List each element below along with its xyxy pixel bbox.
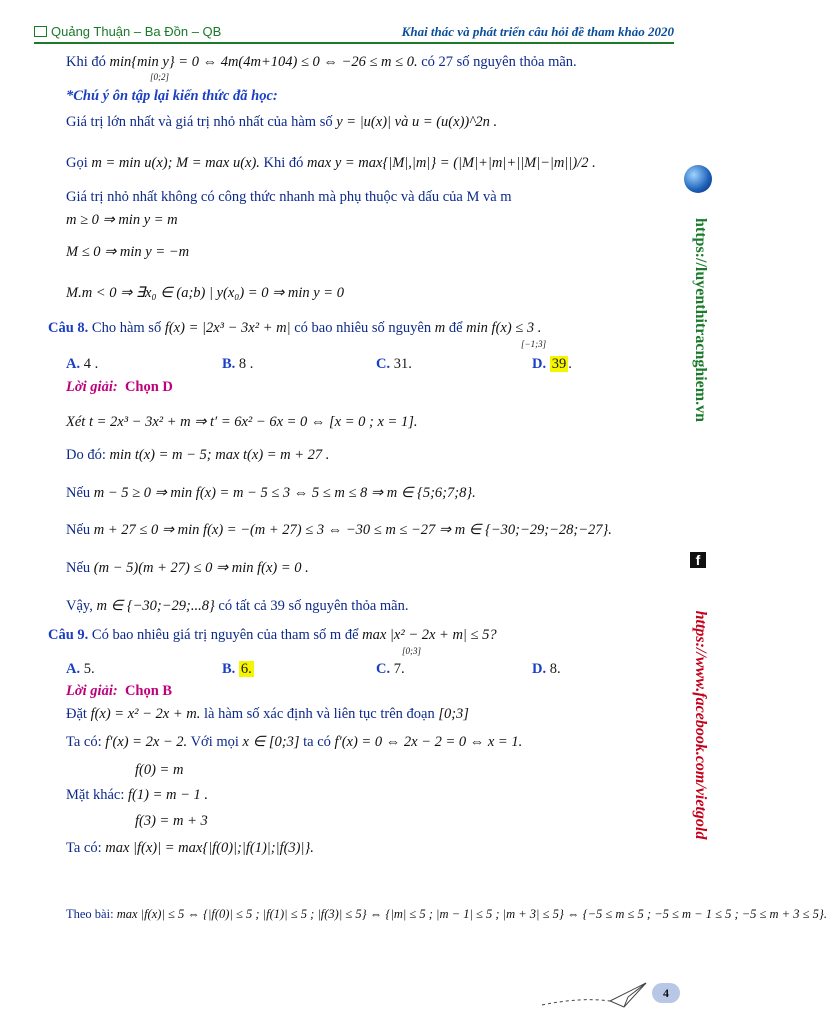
facebook-icon: f bbox=[690, 552, 706, 568]
q9-step-1: Đặt f(x) = x² − 2x + m. là hàm số xác định và liên tục trên đoạn [0;3] bbox=[66, 706, 469, 722]
note-title: *Chú ý ôn tập lại kiến thức đã học: bbox=[66, 88, 278, 104]
q9-step-2: Ta có: f′(x) = 2x − 2. Với mọi x ∈ [0;3] ta có f′(x) = 0 ⇔ 2x − 2 = 0 ⇔ x = 1. bbox=[66, 734, 523, 750]
q9-option-b[interactable]: B. 6. bbox=[222, 661, 252, 677]
q8-conclusion: Vậy, m ∈ {−30;−29;...8} có tất cả 39 số nguyên thỏa mãn. bbox=[66, 598, 409, 614]
q8-solution-head: Lời giải: Chọn D bbox=[66, 379, 173, 395]
q9-f0: f(0) = m bbox=[135, 762, 184, 778]
q8-option-c[interactable]: C. 31. bbox=[376, 356, 412, 372]
q9-option-d[interactable]: D. 8. bbox=[532, 661, 561, 677]
line-Mm-lt-0: M.m < 0 ⇒ ∃x₀ ∈ (a;b) | y(x₀) = 0 ⇒ min y = 0 bbox=[66, 285, 344, 301]
q9-f3: f(3) = m + 3 bbox=[135, 813, 208, 829]
q8-option-b[interactable]: B. 8 . bbox=[222, 356, 254, 372]
q9-step-7: Theo bài: max |f(x)| ≤ 5 ⇔ {|f(0)| ≤ 5 ; |f(1)| ≤ 5 ; |f(3)| ≤ 5} ⇔ {|m| ≤ 5 ; |m − 1| ≤ 5 ; |m + 3| ≤ 5} ⇔ {−5 ≤ m ≤ 5 ; −5 ≤ m − 1 ≤ 5 ; −5 ≤ m + 3 ≤ 5}. bbox=[66, 907, 827, 921]
paper-plane-icon bbox=[540, 975, 650, 1015]
answer-highlight: 6. bbox=[240, 661, 252, 677]
q8-step-5: Nếu (m − 5)(m + 27) ≤ 0 ⇒ min f(x) = 0 . bbox=[66, 560, 309, 576]
line-m-ge-0: m ≥ 0 ⇒ min y = m bbox=[66, 212, 178, 228]
book-icon bbox=[34, 26, 47, 37]
line-gtln: Giá trị lớn nhất và giá trị nhỏ nhất của hàm số y = |u(x)| và u = (u(x))^2n . bbox=[66, 114, 498, 130]
q8-option-a[interactable]: A. 4 . bbox=[66, 356, 99, 372]
side-facebook-link[interactable]: https://www.facebook.com/vietgold bbox=[692, 610, 709, 840]
line-M-le-0: M ≤ 0 ⇒ min y = −m bbox=[66, 244, 190, 260]
q8-option-d[interactable]: D. 39 . bbox=[532, 356, 572, 372]
line-gtnn: Giá trị nhỏ nhất không có công thức nhanh mà phụ thuộc và dấu của M và m bbox=[66, 189, 512, 205]
page-number: 4 bbox=[652, 983, 680, 1003]
line-goi: Gọi m = min u(x); M = max u(x). Khi đó max y = max{|M|,|m|} = (|M|+|m|+||M|−|m||)/2 . bbox=[66, 155, 596, 171]
sub-m1-3: [−1;3] bbox=[521, 339, 547, 349]
globe-icon bbox=[684, 165, 712, 193]
q8-step-3: Nếu m − 5 ≥ 0 ⇒ min f(x) = m − 5 ≤ 3 ⇔ 5 ≤ m ≤ 8 ⇒ m ∈ {5;6;7;8}. bbox=[66, 485, 476, 501]
page-header bbox=[34, 22, 674, 44]
q9-step-6: Ta có: max |f(x)| = max{|f(0)|;|f(1)|;|f(3)|}. bbox=[66, 840, 314, 856]
header-right: Khai thác và phát triển câu hỏi đề tham khảo 2020 bbox=[401, 24, 674, 39]
q9-option-c[interactable]: C. 7. bbox=[376, 661, 405, 677]
q8-step-2: Do đó: min t(x) = m − 5; max t(x) = m + 27 . bbox=[66, 447, 330, 463]
q9-option-a[interactable]: A. 5. bbox=[66, 661, 95, 677]
answer-highlight: 39 bbox=[551, 356, 567, 372]
sub-0-2: [0;2] bbox=[150, 72, 170, 82]
q8-step-1: Xét t = 2x³ − 3x² + m ⇒ t′ = 6x² − 6x = 0 ⇔ [x = 0 ; x = 1]. bbox=[66, 414, 418, 430]
sub-0-3: [0;3] bbox=[402, 646, 422, 656]
question-8: Câu 8. Cho hàm số f(x) = |2x³ − 3x² + m| có bao nhiêu số nguyên m để min f(x) ≤ 3 . bbox=[48, 320, 542, 336]
line-khi-do: Khi đó min{min y} = 0 ⇔ 4m(4m+104) ≤ 0 ⇔ −26 ≤ m ≤ 0. có 27 số nguyên thỏa mãn. bbox=[66, 54, 577, 70]
q9-solution-head: Lời giải: Chọn B bbox=[66, 683, 173, 699]
header-left: Quảng Thuận – Ba Đồn – QB bbox=[34, 24, 221, 39]
q8-step-4: Nếu m + 27 ≤ 0 ⇒ min f(x) = −(m + 27) ≤ 3 ⇔ −30 ≤ m ≤ −27 ⇒ m ∈ {−30;−29;−28;−27}. bbox=[66, 522, 612, 538]
question-9: Câu 9. Có bao nhiêu giá trị nguyên của tham số m để max |x² − 2x + m| ≤ 5? bbox=[48, 627, 497, 643]
q9-step-4: Mặt khác: f(1) = m − 1 . bbox=[66, 787, 208, 803]
side-site-link[interactable]: https://luyenthitracnghiem.vn bbox=[692, 217, 709, 423]
